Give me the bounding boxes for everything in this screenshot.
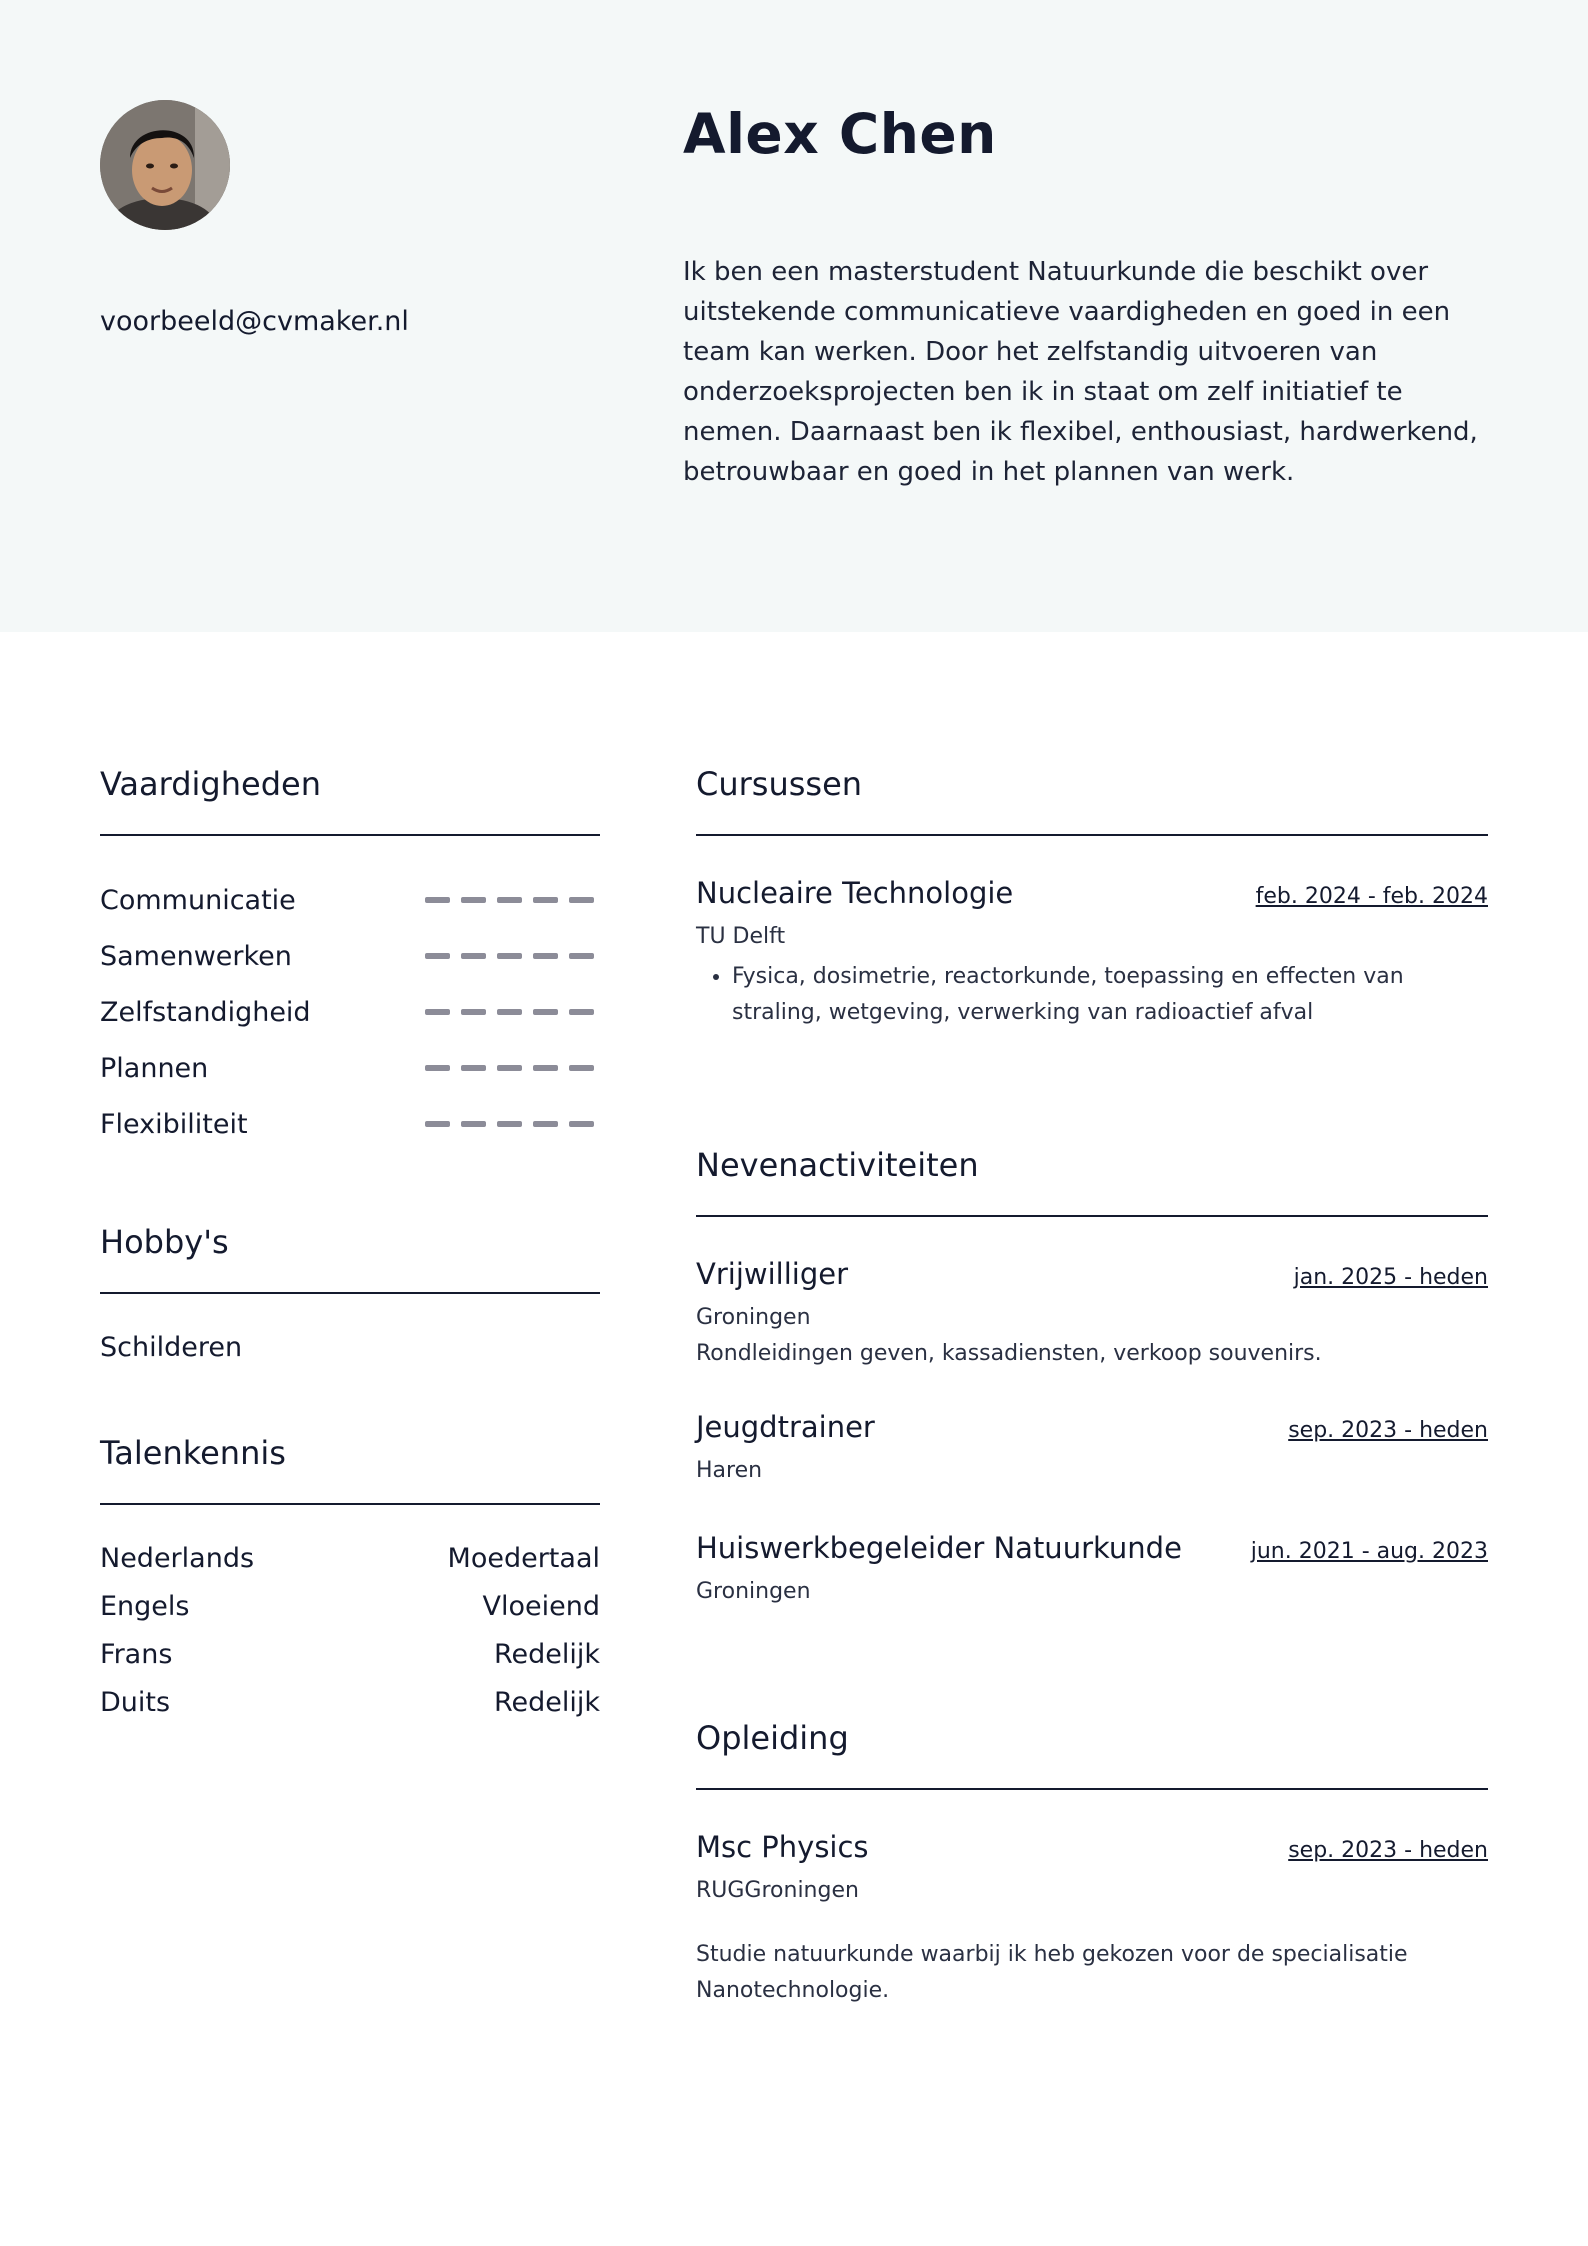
education-entry <box>696 1830 1488 2009</box>
education-description: Studie natuurkunde waarbij ik heb gekozen voor de specialisatie Nanotechnologie. <box>696 1942 1408 2003</box>
skill-level-dash <box>461 953 486 959</box>
activity-entry <box>696 1531 1488 1604</box>
skill-level-dash <box>497 897 522 903</box>
skill-row <box>100 928 600 984</box>
education-title: Msc Physics <box>696 1830 869 1864</box>
section-divider <box>100 834 600 836</box>
candidate-name: Alex Chen <box>683 102 997 166</box>
language-name: Duits <box>100 1687 171 1718</box>
section-divider <box>100 1503 600 1505</box>
skills-section <box>100 760 600 1152</box>
skill-level-indicator <box>425 897 600 903</box>
skill-level-dash <box>569 1065 594 1071</box>
section-divider <box>696 1215 1488 1217</box>
skill-row <box>100 1096 600 1152</box>
skill-level-dash <box>425 953 450 959</box>
skill-level-dash <box>569 953 594 959</box>
language-level: Redelijk <box>493 1639 600 1670</box>
skill-level-dash <box>569 1009 594 1015</box>
education-section <box>696 1714 1488 2009</box>
skill-level-dash <box>497 1009 522 1015</box>
skill-label: Communicatie <box>100 884 296 916</box>
skill-level-dash <box>533 953 558 959</box>
skill-level-dash <box>461 1009 486 1015</box>
course-title: Nucleaire Technologie <box>696 876 1014 910</box>
skill-level-dash <box>425 1065 450 1071</box>
skill-row <box>100 984 600 1040</box>
activity-date: sep. 2023 - heden <box>1288 1418 1488 1443</box>
entry-header <box>696 1830 1488 1864</box>
hobby-item: Schilderen <box>100 1332 243 1363</box>
profile-summary: Ik ben een masterstudent Natuurkunde die beschikt over uitstekende communicatieve vaardigheden en goed in een team kan werken. Door het zelfstandig uitvoeren van onderzoeksprojecten ben ik in staat om zelf initiatief te nemen. Daarnaast ben ik flexibel, enthousiast, hardwerkend, betrouwbaar en goed in het plannen van werk. <box>683 257 1478 487</box>
language-level: Moedertaal <box>447 1543 600 1574</box>
activity-title: Jeugdtrainer <box>696 1410 875 1444</box>
skill-level-dash <box>425 897 450 903</box>
skill-level-dash <box>497 1065 522 1071</box>
entry-header <box>696 876 1488 910</box>
activity-entry <box>696 1410 1488 1483</box>
education-institution: RUGGroningen <box>696 1878 859 1903</box>
entry-header <box>696 1531 1488 1565</box>
skill-level-dash <box>533 1065 558 1071</box>
languages-section <box>100 1429 600 1735</box>
skill-level-dash <box>533 1009 558 1015</box>
skill-label: Plannen <box>100 1052 209 1084</box>
entry-header <box>696 1257 1488 1291</box>
left-column <box>100 760 600 1735</box>
course-date: feb. 2024 - feb. 2024 <box>1255 884 1488 909</box>
hobbies-section <box>100 1218 600 1363</box>
avatar <box>100 100 230 230</box>
courses-heading: Cursussen <box>696 765 863 803</box>
language-name: Engels <box>100 1591 190 1622</box>
activity-date: jan. 2025 - heden <box>1293 1265 1488 1290</box>
skill-level-dash <box>533 897 558 903</box>
course-bullet: • Fysica, dosimetrie, reactorkunde, toepassing en effecten van straling, wetgeving, verwerking van radioactief afval <box>732 959 1488 1031</box>
course-entry <box>696 876 1488 1031</box>
activity-title: Vrijwilliger <box>696 1257 848 1291</box>
education-date: sep. 2023 - heden <box>1288 1838 1488 1863</box>
skill-row <box>100 872 600 928</box>
skill-level-dash <box>533 1121 558 1127</box>
skill-level-indicator <box>425 1009 600 1015</box>
language-list <box>100 1543 600 1735</box>
language-row <box>100 1543 600 1591</box>
skill-level-dash <box>569 897 594 903</box>
education-heading: Opleiding <box>696 1719 849 1757</box>
language-name: Nederlands <box>100 1543 255 1574</box>
language-name: Frans <box>100 1639 173 1670</box>
entry-header <box>696 1410 1488 1444</box>
activity-date: jun. 2021 - aug. 2023 <box>1250 1539 1488 1564</box>
language-row <box>100 1591 600 1639</box>
course-bullets <box>696 959 1488 1031</box>
skill-level-dash <box>461 1121 486 1127</box>
languages-heading: Talenkennis <box>100 1434 286 1472</box>
skills-heading: Vaardigheden <box>100 765 321 803</box>
skill-level-dash <box>461 897 486 903</box>
language-row <box>100 1639 600 1687</box>
skill-label: Samenwerken <box>100 940 292 972</box>
section-divider <box>696 1788 1488 1790</box>
skill-list <box>100 872 600 1152</box>
section-divider <box>696 834 1488 836</box>
skill-level-dash <box>425 1121 450 1127</box>
activity-title: Huiswerkbegeleider Natuurkunde <box>696 1531 1182 1565</box>
activity-place: Groningen <box>696 1579 811 1604</box>
activity-place: Groningen <box>696 1305 811 1330</box>
activity-description: Rondleidingen geven, kassadiensten, verkoop souvenirs. <box>696 1341 1322 1366</box>
skill-label: Flexibiliteit <box>100 1108 248 1140</box>
skill-level-indicator <box>425 953 600 959</box>
header-section <box>0 0 1588 632</box>
activity-entry <box>696 1257 1488 1372</box>
skill-label: Zelfstandigheid <box>100 996 311 1028</box>
course-institution: TU Delft <box>696 924 786 949</box>
avatar-photo <box>100 100 230 230</box>
section-divider <box>100 1292 600 1294</box>
email-link[interactable]: voorbeeld@cvmaker.nl <box>100 306 409 337</box>
activity-place: Haren <box>696 1458 763 1483</box>
right-column <box>696 760 1488 2009</box>
courses-section <box>696 760 1488 1031</box>
activities-heading: Nevenactiviteiten <box>696 1146 979 1184</box>
language-level: Redelijk <box>493 1687 600 1718</box>
skill-level-dash <box>425 1009 450 1015</box>
language-row <box>100 1687 600 1735</box>
skill-level-dash <box>461 1065 486 1071</box>
skill-level-dash <box>497 1121 522 1127</box>
language-level: Vloeiend <box>482 1591 600 1622</box>
skill-level-indicator <box>425 1065 600 1071</box>
skill-level-dash <box>569 1121 594 1127</box>
skill-level-dash <box>497 953 522 959</box>
skill-level-indicator <box>425 1121 600 1127</box>
skill-row <box>100 1040 600 1096</box>
hobbies-heading: Hobby's <box>100 1223 229 1261</box>
activities-section <box>696 1141 1488 1604</box>
